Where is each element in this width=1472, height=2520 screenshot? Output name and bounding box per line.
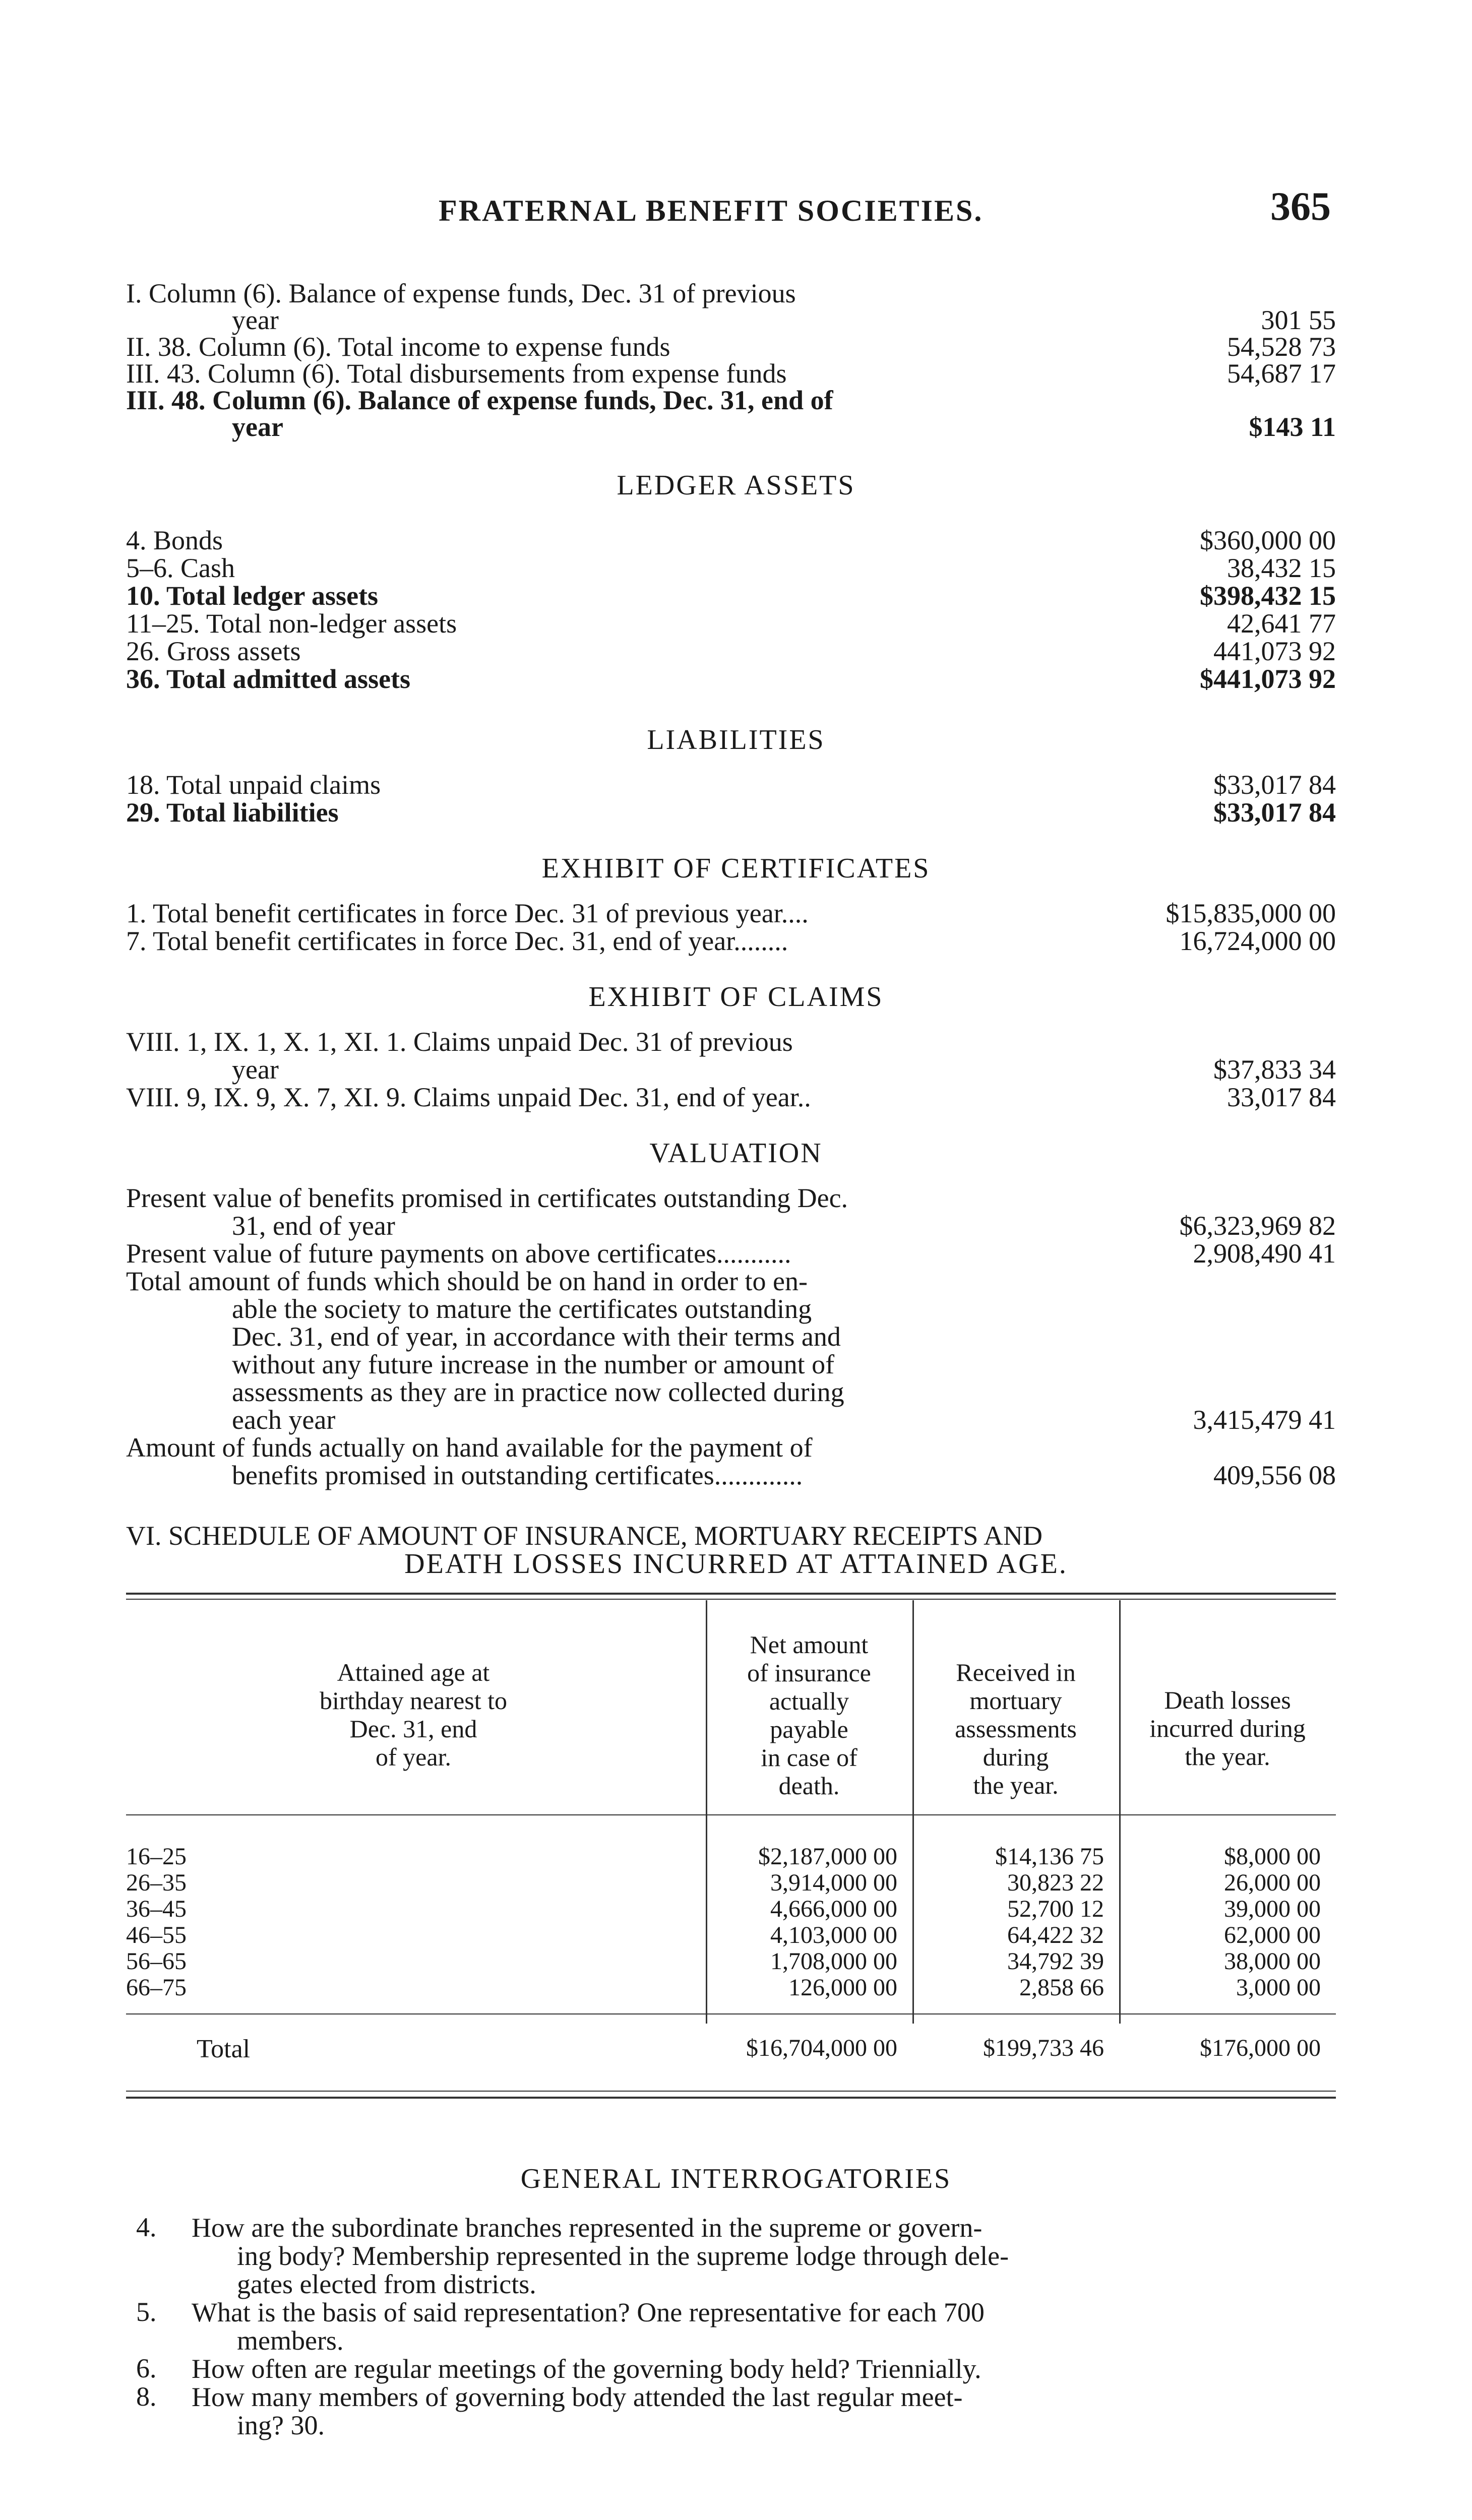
claim-row (126, 1028, 1336, 1058)
valuation-row (126, 1434, 1336, 1464)
certificates-title: EXHIBIT OF CERTIFICATES (541, 853, 931, 884)
claim-row (126, 1056, 1336, 1086)
header-line: of year. (376, 1743, 451, 1771)
question-number: 6. (136, 2353, 157, 2383)
question-text (192, 2214, 1336, 2298)
age-cell: 56–65 (126, 1948, 187, 1975)
expense-amount: $143 11 (1249, 412, 1336, 442)
header-net-insurance (706, 1630, 912, 1800)
receipts-cell: 64,422 32 (1007, 1922, 1104, 1948)
ledger-amount: $441,073 92 (1200, 664, 1336, 694)
question-number: 8. (136, 2381, 157, 2412)
claim-label: year (232, 1054, 279, 1085)
question-line: How often are regular meetings of the governing body held? Triennially. (192, 2354, 982, 2384)
liability-label: 29. Total liabilities (126, 797, 339, 828)
question-line: members. (237, 2325, 344, 2356)
insurance-cell: 1,708,000 00 (770, 1948, 897, 1975)
certificate-label: 7. Total benefit certificates in force Dec. 31, end of year........ (126, 926, 788, 956)
losses-cell: 26,000 00 (1224, 1869, 1321, 1896)
valuation-text: Amount of funds actually on hand available for the payment of (126, 1432, 813, 1463)
ledger-label: 36. Total admitted assets (126, 664, 411, 694)
valuation-row (126, 1406, 1336, 1436)
valuation-row (126, 1323, 1336, 1353)
ledger-amount: 42,641 77 (1227, 608, 1336, 639)
header-line: of insurance (747, 1659, 871, 1687)
table-top-rule (126, 1593, 1336, 1595)
ledger-label: 10. Total ledger assets (126, 581, 379, 611)
valuation-text: Dec. 31, end of year, in accordance with their terms and (232, 1321, 841, 1352)
losses-cell: 39,000 00 (1224, 1896, 1321, 1922)
certificate-amount: $15,835,000 00 (1166, 898, 1336, 928)
total-receipts: $199,733 46 (983, 2035, 1104, 2061)
losses-cell: $8,000 00 (1224, 1843, 1321, 1870)
insurance-cell: 4,103,000 00 (770, 1922, 897, 1948)
valuation-text: benefits promised in outstanding certificates............. (232, 1460, 803, 1490)
ledger-row (126, 554, 1336, 585)
ledger-row (126, 638, 1336, 668)
age-cell: 16–25 (126, 1843, 187, 1870)
total-label: Total (197, 2035, 251, 2063)
ledger-amount: 38,432 15 (1227, 553, 1336, 583)
receipts-cell: $14,136 75 (995, 1843, 1104, 1870)
certificate-amount: 16,724,000 00 (1179, 926, 1336, 956)
ledger-amount: $398,432 15 (1200, 581, 1336, 611)
header-attained-age (192, 1658, 635, 1771)
expense-amount: 54,528 73 (1227, 332, 1336, 362)
header-line: Attained age at (337, 1658, 490, 1686)
losses-cell: 3,000 00 (1236, 1974, 1321, 2001)
expense-label: II. 38. Column (6). Total income to expense funds (126, 332, 670, 362)
insurance-cell: $2,187,000 00 (758, 1843, 897, 1870)
ledger-label: 26. Gross assets (126, 636, 301, 666)
expense-amount: 54,687 17 (1227, 358, 1336, 389)
header-line: mortuary (969, 1686, 1062, 1715)
liability-row (126, 771, 1336, 801)
header-line: Received in (956, 1658, 1076, 1686)
valuation-text: assessments as they are in practice now collected during (232, 1377, 844, 1407)
header-line: Death losses (1164, 1686, 1291, 1714)
header-line: the year. (973, 1771, 1059, 1799)
header-line: payable (770, 1715, 848, 1743)
certificate-row (126, 900, 1336, 930)
claims-title: EXHIBIT OF CLAIMS (588, 981, 884, 1013)
liabilities-title: LIABILITIES (647, 724, 825, 755)
ledger-label: 4. Bonds (126, 525, 223, 555)
losses-cell: 38,000 00 (1224, 1948, 1321, 1975)
table-top-rule (126, 1599, 1336, 1600)
question-line: What is the basis of said representation? One representative for each 700 (192, 2297, 985, 2327)
schedule-title: VI. SCHEDULE OF AMOUNT OF INSURANCE, MORTUARY RECEIPTS AND (126, 1521, 1042, 1551)
table-bottom-rule (126, 2097, 1336, 2099)
valuation-amount: 2,908,490 41 (1193, 1238, 1336, 1269)
interrogatories-title: GENERAL INTERROGATORIES (520, 2163, 952, 2194)
expense-label: III. 43. Column (6). Total disbursements from expense funds (126, 358, 787, 389)
age-cell: 36–45 (126, 1896, 187, 1922)
header-line: the year. (1185, 1742, 1270, 1771)
liability-amount: $33,017 84 (1213, 770, 1336, 800)
table-bottom-rule (126, 2091, 1336, 2092)
valuation-text: 31, end of year (232, 1211, 395, 1241)
ledger-row (126, 665, 1336, 696)
liability-label: 18. Total unpaid claims (126, 770, 381, 800)
age-cell: 66–75 (126, 1974, 187, 2001)
question-line: ing? 30. (237, 2410, 325, 2440)
total-rule (126, 2013, 1336, 2014)
claim-row (126, 1084, 1336, 1114)
header-line: incurred during (1149, 1714, 1306, 1742)
header-line: actually (769, 1687, 849, 1715)
valuation-text: Present value of future payments on above certificates........... (126, 1238, 791, 1269)
total-insurance: $16,704,000 00 (746, 2035, 897, 2061)
receipts-cell: 34,792 39 (1007, 1948, 1104, 1975)
header-line: assessments (955, 1715, 1077, 1743)
valuation-amount: $6,323,969 82 (1179, 1211, 1336, 1241)
valuation-row (126, 1295, 1336, 1326)
schedule-subtitle: DEATH LOSSES INCURRED AT ATTAINED AGE. (404, 1548, 1068, 1580)
ledger-row (126, 582, 1336, 612)
valuation-row (126, 1212, 1336, 1242)
expense-label: year (232, 412, 283, 442)
header-line: death. (778, 1772, 840, 1800)
expense-row (126, 387, 1336, 417)
certificate-row (126, 927, 1336, 958)
header-death-losses (1119, 1686, 1336, 1771)
expense-label: year (232, 305, 279, 335)
header-line: during (983, 1743, 1049, 1771)
certificate-label: 1. Total benefit certificates in force Dec. 31 of previous year.... (126, 898, 809, 928)
valuation-text: Present value of benefits promised in certificates outstanding Dec. (126, 1183, 848, 1213)
valuation-row (126, 1268, 1336, 1298)
ledger-amount: 441,073 92 (1213, 636, 1336, 666)
insurance-cell: 4,666,000 00 (770, 1896, 897, 1922)
question-text (192, 2355, 1336, 2383)
liability-amount: $33,017 84 (1213, 797, 1336, 828)
header-line: in case of (761, 1743, 857, 1772)
question-number: 5. (136, 2297, 157, 2327)
running-title: FRATERNAL BENEFIT SOCIETIES. (439, 194, 984, 227)
schedule-title-line (126, 1522, 1336, 1552)
valuation-amount: 409,556 08 (1213, 1460, 1336, 1490)
claim-amount: 33,017 84 (1227, 1082, 1336, 1112)
question-text (192, 2298, 1336, 2355)
valuation-row (126, 1240, 1336, 1270)
age-cell: 46–55 (126, 1922, 187, 1948)
header-line: Dec. 31, end (349, 1715, 477, 1743)
ledger-label: 11–25. Total non-ledger assets (126, 608, 457, 639)
expense-label: I. Column (6). Balance of expense funds, Dec. 31 of previous (126, 278, 796, 308)
valuation-text: able the society to mature the certificates outstanding (232, 1294, 812, 1324)
valuation-row (126, 1184, 1336, 1215)
claim-label: VIII. 1, IX. 1, X. 1, XI. 1. Claims unpaid Dec. 31 of previous (126, 1027, 793, 1057)
receipts-cell: 2,858 66 (1019, 1974, 1104, 2001)
valuation-text: Total amount of funds which should be on hand in order to en- (126, 1266, 808, 1296)
question-line: How many members of governing body attended the last regular meet- (192, 2382, 963, 2412)
losses-cell: 62,000 00 (1224, 1922, 1321, 1948)
receipts-cell: 30,823 22 (1007, 1869, 1104, 1896)
age-cell: 26–35 (126, 1869, 187, 1896)
expense-row (126, 280, 1336, 310)
liability-row (126, 799, 1336, 829)
ledger-row (126, 610, 1336, 640)
header-line: birthday nearest to (319, 1686, 508, 1715)
ledger-assets-title: LEDGER ASSETS (617, 470, 855, 501)
ledger-row (126, 527, 1336, 557)
page-number: 365 (1270, 184, 1331, 229)
ledger-amount: $360,000 00 (1200, 525, 1336, 555)
expense-label: III. 48. Column (6). Balance of expense funds, Dec. 31, end of (126, 385, 833, 415)
valuation-row (126, 1378, 1336, 1409)
insurance-cell: 3,914,000 00 (770, 1869, 897, 1896)
valuation-row (126, 1351, 1336, 1381)
claim-amount: $37,833 34 (1213, 1054, 1336, 1085)
ledger-label: 5–6. Cash (126, 553, 235, 583)
question-line: gates elected from districts. (237, 2269, 536, 2299)
header-mortuary-receipts (912, 1658, 1119, 1799)
expense-row (126, 413, 1336, 444)
expense-amount: 301 55 (1261, 305, 1336, 335)
valuation-text: without any future increase in the number or amount of (232, 1349, 835, 1379)
question-text (192, 2383, 1336, 2439)
total-losses: $176,000 00 (1200, 2035, 1321, 2061)
question-line: How are the subordinate branches represented in the supreme or govern- (192, 2213, 983, 2243)
question-line: ing body? Membership represented in the supreme lodge through dele- (237, 2241, 1009, 2271)
valuation-title: VALUATION (649, 1138, 823, 1169)
header-rule (126, 1814, 1336, 1815)
valuation-text: each year (232, 1405, 336, 1435)
receipts-cell: 52,700 12 (1007, 1896, 1104, 1922)
valuation-row (126, 1462, 1336, 1492)
insurance-cell: 126,000 00 (788, 1974, 897, 2001)
running-head (0, 186, 1472, 232)
question-number: 4. (136, 2212, 157, 2242)
claim-label: VIII. 9, IX. 9, X. 7, XI. 9. Claims unpaid Dec. 31, end of year.. (126, 1082, 811, 1112)
valuation-amount: 3,415,479 41 (1193, 1405, 1336, 1435)
header-line: Net amount (750, 1630, 869, 1659)
